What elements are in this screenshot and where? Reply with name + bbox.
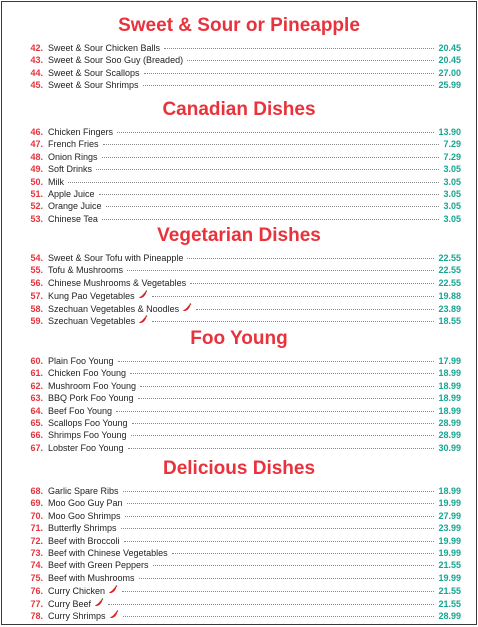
item-name: Moo Goo Guy Pan <box>48 498 123 509</box>
dot-leader <box>143 84 435 86</box>
item-name: Tofu & Mushrooms <box>48 265 124 276</box>
menu-item <box>2 522 476 534</box>
item-number: 50. <box>30 176 43 187</box>
item-name: Garlic Spare Ribs <box>48 486 119 496</box>
chili-pepper-icon <box>94 597 104 607</box>
item-price: 3.05 <box>443 188 461 199</box>
dot-leader <box>153 564 435 566</box>
item-price: 25.99 <box>438 80 461 91</box>
item-number: 73. <box>30 547 43 558</box>
dot-leader <box>68 181 439 183</box>
dot-leader <box>127 502 435 504</box>
dot-leader <box>130 372 434 374</box>
item-price: 7.29 <box>443 139 461 150</box>
menu-item <box>2 597 476 609</box>
item-name: Sweet & Sour Shrimps <box>48 80 139 91</box>
menu-item <box>2 176 476 188</box>
dot-leader <box>102 218 440 220</box>
dot-leader <box>152 295 435 297</box>
menu-item <box>2 163 476 175</box>
menu-list <box>2 126 476 225</box>
item-price: 18.99 <box>438 368 461 379</box>
section-title: Canadian Dishes <box>162 99 316 120</box>
chili-pepper-icon <box>138 289 148 299</box>
item-number: 68. <box>30 486 43 496</box>
item-number: 52. <box>30 201 43 212</box>
item-number: 77. <box>30 598 43 609</box>
menu-item <box>2 609 476 621</box>
item-price: 19.99 <box>438 572 461 583</box>
section-canadian <box>2 99 476 225</box>
item-price: 22.55 <box>438 265 461 276</box>
menu-item <box>2 485 476 497</box>
item-name: Sweet & Sour Tofu with Pineapple <box>48 253 184 263</box>
section-sweet-sour <box>2 15 476 92</box>
item-name: Chicken Fingers <box>48 127 114 137</box>
menu-item <box>2 79 476 91</box>
menu-item <box>2 572 476 584</box>
menu-item <box>2 151 476 163</box>
menu-item <box>2 405 476 417</box>
chili-pepper-icon <box>138 314 148 324</box>
item-price: 22.55 <box>438 277 461 288</box>
section-title: Sweet & Sour or Pineapple <box>118 15 360 36</box>
menu-list <box>2 252 476 326</box>
menu-list <box>2 485 476 621</box>
item-name: Soft Drinks <box>48 164 93 175</box>
item-price: 20.45 <box>438 55 461 66</box>
item-number: 56. <box>30 277 43 288</box>
item-number: 63. <box>30 393 43 404</box>
menu-item <box>2 252 476 264</box>
item-number: 55. <box>30 265 43 276</box>
item-number: 53. <box>30 213 43 224</box>
item-price: 23.99 <box>438 523 461 534</box>
item-name: Chicken Foo Young <box>48 368 127 379</box>
menu-item <box>2 547 476 559</box>
section-vegetarian <box>2 225 476 326</box>
item-price: 22.55 <box>438 253 461 263</box>
chili-pepper-icon <box>182 302 192 312</box>
item-number: 43. <box>30 55 43 66</box>
dot-leader <box>118 360 435 362</box>
item-name: Szechuan Vegetables & Noodles <box>48 303 180 314</box>
item-number: 65. <box>30 417 43 428</box>
dot-leader <box>123 490 435 492</box>
item-name: Butterfly Shrimps <box>48 523 117 534</box>
menu-item <box>2 355 476 367</box>
item-number: 75. <box>30 572 43 583</box>
item-price: 28.99 <box>438 610 461 621</box>
dot-leader <box>132 422 435 424</box>
item-name: Lobster Foo Young <box>48 442 124 453</box>
menu-item <box>2 559 476 571</box>
menu-item <box>2 380 476 392</box>
item-number: 54. <box>30 253 43 263</box>
menu-item <box>2 535 476 547</box>
dot-leader <box>144 72 435 74</box>
item-name: Beef with Green Peppers <box>48 560 149 571</box>
item-name: Chinese Mushrooms & Vegetables <box>48 277 187 288</box>
item-price: 19.99 <box>438 535 461 546</box>
item-number: 71. <box>30 523 43 534</box>
item-price: 21.55 <box>438 560 461 571</box>
dot-leader <box>140 385 434 387</box>
item-name: Moo Goo Shrimps <box>48 510 121 521</box>
menu-list <box>2 42 476 92</box>
dot-leader <box>164 47 434 49</box>
item-name: Onion Rings <box>48 151 98 162</box>
item-number: 58. <box>30 303 43 314</box>
section-delicious <box>2 458 476 621</box>
dot-leader <box>102 156 440 158</box>
item-name: Beef Foo Young <box>48 405 113 416</box>
dot-leader <box>152 320 434 322</box>
dot-leader <box>122 590 434 592</box>
menu-item <box>2 188 476 200</box>
dot-leader <box>123 615 435 617</box>
chili-pepper-icon <box>108 584 118 594</box>
item-price: 27.00 <box>438 67 461 78</box>
item-number: 67. <box>30 442 43 453</box>
dot-leader <box>138 397 435 399</box>
item-number: 42. <box>30 43 43 53</box>
item-number: 61. <box>30 368 43 379</box>
dot-leader <box>196 308 434 310</box>
item-name: Milk <box>48 176 64 187</box>
item-price: 7.29 <box>443 151 461 162</box>
chili-pepper-icon <box>109 609 119 619</box>
item-name: Curry Shrimps <box>48 610 106 621</box>
item-name: Curry Chicken <box>48 586 106 597</box>
menu-item <box>2 67 476 79</box>
section-title: Vegetarian Dishes <box>157 225 321 246</box>
item-number: 49. <box>30 164 43 175</box>
item-number: 72. <box>30 535 43 546</box>
item-name: BBQ Pork Foo Young <box>48 393 134 404</box>
item-price: 18.99 <box>438 393 461 404</box>
item-price: 27.99 <box>438 510 461 521</box>
item-number: 57. <box>30 291 43 302</box>
item-name: Kung Pao Vegetables <box>48 291 135 302</box>
menu-item <box>2 138 476 150</box>
item-name: Chinese Tea <box>48 213 98 224</box>
item-number: 51. <box>30 188 43 199</box>
item-name: Plain Foo Young <box>48 356 114 366</box>
menu-item <box>2 200 476 212</box>
item-name: Szechuan Vegetables <box>48 315 136 326</box>
item-number: 78. <box>30 610 43 621</box>
menu-item <box>2 417 476 429</box>
item-price: 18.99 <box>438 405 461 416</box>
dot-leader <box>124 540 435 542</box>
menu-item <box>2 392 476 404</box>
dot-leader <box>116 410 434 412</box>
item-number: 69. <box>30 498 43 509</box>
menu-item <box>2 54 476 66</box>
item-price: 19.99 <box>438 498 461 509</box>
item-number: 44. <box>30 67 43 78</box>
dot-leader <box>128 447 435 449</box>
item-name: Curry Beef <box>48 598 92 609</box>
item-price: 21.55 <box>438 598 461 609</box>
dot-leader <box>117 131 434 133</box>
menu-item <box>2 497 476 509</box>
menu-item <box>2 277 476 289</box>
item-price: 18.55 <box>438 315 461 326</box>
item-number: 59. <box>30 315 43 326</box>
item-number: 47. <box>30 139 43 150</box>
menu-item <box>2 367 476 379</box>
item-number: 45. <box>30 80 43 91</box>
item-price: 3.05 <box>443 201 461 212</box>
item-name: Shrimps Foo Young <box>48 430 127 441</box>
item-price: 19.88 <box>438 291 461 302</box>
section-foo-young <box>2 328 476 454</box>
item-price: 19.99 <box>438 547 461 558</box>
item-name: Beef with Mushrooms <box>48 572 135 583</box>
item-number: 70. <box>30 510 43 521</box>
item-number: 64. <box>30 405 43 416</box>
item-price: 28.99 <box>438 417 461 428</box>
menu-item <box>2 314 476 326</box>
item-price: 20.45 <box>438 43 461 53</box>
dot-leader <box>190 282 434 284</box>
item-price: 30.99 <box>438 442 461 453</box>
menu-item <box>2 510 476 522</box>
item-name: Beef with Chinese Vegetables <box>48 547 168 558</box>
menu-item <box>2 302 476 314</box>
dot-leader <box>99 193 440 195</box>
item-number: 66. <box>30 430 43 441</box>
item-name: Beef with Broccoli <box>48 535 120 546</box>
item-price: 18.99 <box>438 486 461 496</box>
dot-leader <box>187 59 434 61</box>
menu-item <box>2 42 476 54</box>
menu-item <box>2 429 476 441</box>
dot-leader <box>172 552 435 554</box>
item-name: Sweet & Sour Scallops <box>48 67 140 78</box>
item-number: 46. <box>30 127 43 137</box>
dot-leader <box>187 257 434 259</box>
item-number: 48. <box>30 151 43 162</box>
item-name: Scallops Foo Young <box>48 417 128 428</box>
dot-leader <box>96 168 439 170</box>
item-price: 17.99 <box>438 356 461 366</box>
dot-leader <box>103 143 440 145</box>
menu-list <box>2 355 476 454</box>
item-name: Orange Juice <box>48 201 102 212</box>
menu-item <box>2 584 476 596</box>
item-name: Mushroom Foo Young <box>48 380 137 391</box>
menu-item <box>2 126 476 138</box>
dot-leader <box>108 603 434 605</box>
item-price: 28.99 <box>438 430 461 441</box>
item-name: French Fries <box>48 139 99 150</box>
dot-leader <box>121 527 435 529</box>
menu-item <box>2 213 476 225</box>
menu-item <box>2 289 476 301</box>
item-price: 3.05 <box>443 213 461 224</box>
menu-page <box>1 1 477 625</box>
menu-item <box>2 264 476 276</box>
item-number: 76. <box>30 586 43 597</box>
dot-leader <box>106 205 440 207</box>
dot-leader <box>139 577 435 579</box>
item-number: 62. <box>30 380 43 391</box>
dot-leader <box>127 269 434 271</box>
item-name: Apple Juice <box>48 188 95 199</box>
dot-leader <box>131 434 435 436</box>
item-number: 60. <box>30 356 43 366</box>
item-price: 21.55 <box>438 586 461 597</box>
section-title: Foo Young <box>190 328 288 349</box>
dot-leader <box>125 515 435 517</box>
item-price: 3.05 <box>443 164 461 175</box>
item-price: 18.99 <box>438 380 461 391</box>
item-number: 74. <box>30 560 43 571</box>
menu-item <box>2 442 476 454</box>
item-price: 3.05 <box>443 176 461 187</box>
item-name: Sweet & Sour Chicken Balls <box>48 43 161 53</box>
item-name: Sweet & Sour Soo Guy (Breaded) <box>48 55 184 66</box>
item-price: 23.89 <box>438 303 461 314</box>
item-price: 13.90 <box>438 127 461 137</box>
section-title: Delicious Dishes <box>162 458 316 479</box>
